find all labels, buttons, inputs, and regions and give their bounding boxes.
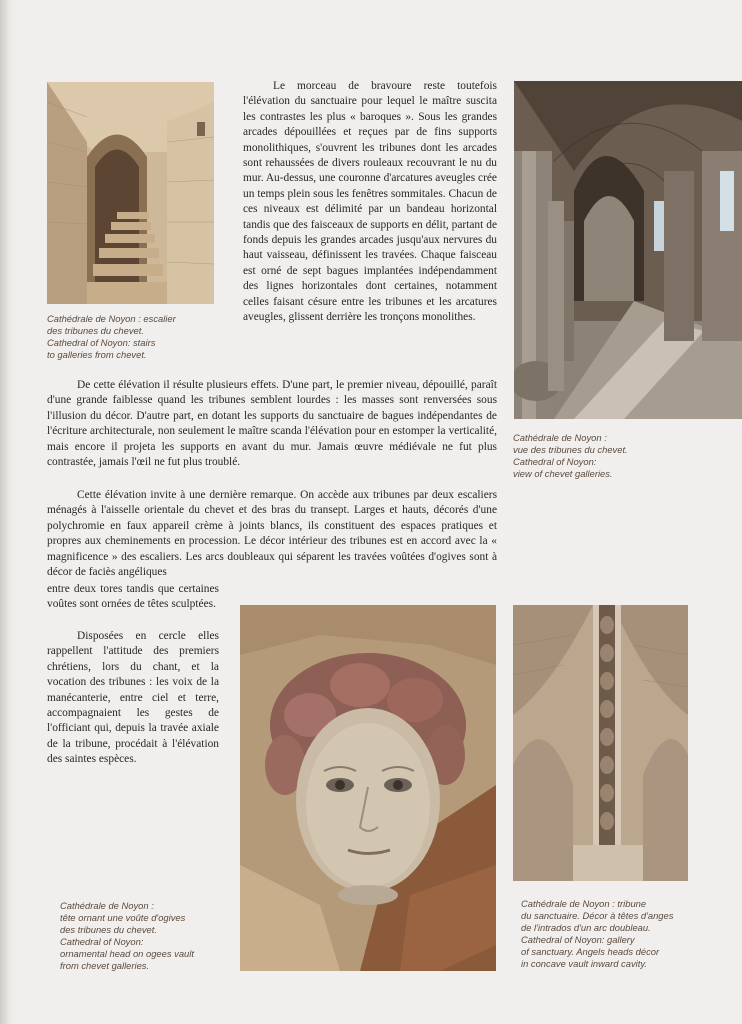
- paragraph-sanctuary: Le morceau de bravoure reste toutefois l'élévation du sanctuaire pour lequel le maître suscita les contrastes les plus « baroques ». Sous les grandes arcades dépouillées et reçues par de fins supports monolithiques, s'ouvrent les tribunes dont les arcades sont rehaussées de divers rouleaux recouvrant le nu du mur. Au-dessus, une couronne d'arcatures aveugles crée un temps plein sous les fenêtres sommitales. Chacun de ces niveaux est délimité par un bandeau horizontal tandis que des faisceaux de supports en délit, partant de fonds depuis les grandes arcades jusqu'aux nervures du haut vaisseau, définissent les travées. Chaque faisceau est orné de sept bagues implantées indépendamment des lignes horizontales dont certaines, notamment celles faisant césure entre les tribunes et les arcatures aveugles, glissent derrière les tronçons monolithes.: [243, 80, 497, 324]
- paragraph-effects: De cette élévation il résulte plusieurs effets. D'une part, le premier niveau, dépouillé, paraît d'une grande faiblesse quand les tribunes semblent lourdes : les masses sont renversées sous l'illusion du décor. D'autre part, en dotant les supports du sanctuaire de bagues indépendantes de l'écriture architecturale, non seulement le maître scanda l'élévation pour en estomper la verticalité, mais encore il projeta les supports en avant du mur. Jamais œuvre médiévale ne fut plus contrastée, jamais l'œil ne fut plus troublé.: [47, 379, 497, 469]
- paragraph-remark-cont: entre deux tores tandis que certaines voûtes sont ornées de têtes sculptées.: [47, 583, 219, 611]
- galleries-caption: Cathédrale de Noyon : vue des tribunes du chevet. Cathedral of Noyon: view of chevet galleries.: [513, 432, 628, 479]
- galleries-photo: [514, 81, 742, 419]
- stairs-caption: Cathédrale de Noyon : escalier des tribunes du chevet. Cathedral of Noyon: stairs to galleries from chevet.: [47, 313, 176, 360]
- head-caption: Cathédrale de Noyon : tête ornant une voûte d'ogives des tribunes du chevet. Cathedral of Noyon: ornamental head on ogees vault from chevet galleries.: [60, 900, 194, 971]
- stairs-photo: [47, 82, 214, 304]
- paragraph-circle: Disposées en cercle elles rappellent l'attitude des premiers chrétiens, lors du chant, et la vocation des tribunes : les voix de la manécanterie, entre ciel et terre, accompagnaient les gestes de l'officiant qui, depuis la travée axiale de la tribune, procédait à l'élévation des saintes espèces.: [47, 630, 219, 766]
- sculpted-head-photo: [240, 605, 496, 971]
- page-gutter: [0, 0, 14, 1024]
- tribune-arch-photo: [513, 605, 688, 881]
- tribune-caption: Cathédrale de Noyon : tribune du sanctuaire. Décor à têtes d'anges de l'intrados d'un arc doubleau. Cathedral of Noyon: gallery of sanctuary. Angels heads décor in concave vault inward cavity.: [521, 898, 674, 969]
- paragraph-remark: Cette élévation invite à une dernière remarque. On accède aux tribunes par deux escaliers ménagés à l'aisselle orientale du chevet et des bras du transept. Larges et hauts, décorés d'une polychromie en faux appareil crème à joints blancs, ils constituent des espaces pratiques et propres aux cheminements en procession. Le décor intérieur des tribunes est en accord avec la « magnificence » des escaliers. Les arcs doubleaux qui séparent les travées voûtées d'ogives sont à décor de faciès angéliques: [47, 489, 497, 579]
